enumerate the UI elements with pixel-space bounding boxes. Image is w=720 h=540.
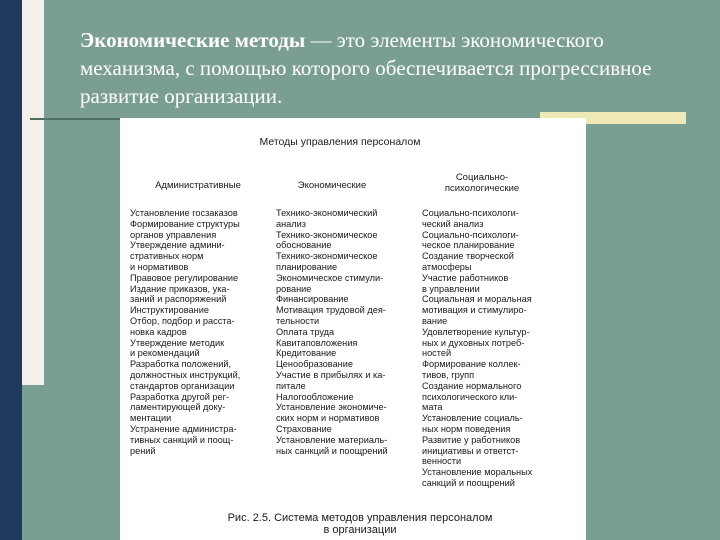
method-item: Установление экономиче- <box>276 402 387 413</box>
method-item: обоснование <box>276 240 332 251</box>
method-item: ных норм поведения <box>422 423 511 434</box>
method-item: Ценообразование <box>276 359 353 370</box>
method-item: инициативы и ответст- <box>422 445 519 456</box>
method-item: новка кадров <box>130 326 187 337</box>
method-item: ских норм и нормативов <box>276 413 380 424</box>
method-item: тивов, групп <box>422 369 475 380</box>
left-decor-bar <box>0 0 22 540</box>
method-item: Создание нормального <box>422 380 522 391</box>
column-list-social <box>422 208 582 489</box>
method-item: Установление госзаказов <box>130 208 238 218</box>
method-item: Формирование структуры <box>130 218 240 229</box>
method-item: Социально-психологи- <box>422 208 519 218</box>
method-item: Технико-экономическое <box>276 251 378 262</box>
method-item: планирование <box>276 261 338 272</box>
method-item: ных санкций и поощрений <box>276 445 388 456</box>
column-header-social-line-1: Социально- <box>455 172 509 183</box>
method-item: стративных норм <box>130 251 204 262</box>
slide-title-rest: — это элементы экономического механизма, с помощью которого обеспечивается прогрессивное развитие организации. <box>80 28 652 108</box>
method-item: Отбор, подбор и расста- <box>130 315 235 326</box>
method-item: тивных санкций и поощ- <box>130 434 234 445</box>
method-item: Разработка другой рег- <box>130 391 230 402</box>
method-item: стандартов организации <box>130 380 235 391</box>
method-item: Социальная и моральная <box>422 294 532 305</box>
method-item: заний и распоряжений <box>130 294 227 305</box>
method-item: Экономическое стимули- <box>276 272 384 283</box>
method-item: должностных инструкций, <box>130 369 241 380</box>
method-item: ческое планирование <box>422 240 515 251</box>
figure-caption-line-1: Рис. 2.5. Система методов управления персоналом <box>227 512 493 524</box>
method-item: Правовое регулирование <box>130 272 239 283</box>
methods-figure <box>120 118 586 540</box>
method-item: рений <box>130 445 156 456</box>
method-item: Установление моральных <box>422 467 533 478</box>
column-header-social-line-2: психологические <box>444 183 520 194</box>
figure-heading: Методы управления персоналом <box>259 136 421 148</box>
method-item: органов управления <box>130 229 217 240</box>
method-item: психологического кли- <box>422 391 518 402</box>
method-item: ностей <box>422 348 452 359</box>
method-item: Технико-экономическое <box>276 229 378 240</box>
method-item: Установление материаль- <box>276 434 388 445</box>
method-item: вание <box>422 315 448 326</box>
column-header-administrative: Административные <box>155 180 241 191</box>
method-item: ческий анализ <box>422 218 484 229</box>
figure-caption <box>170 512 550 536</box>
method-item: ментации <box>130 413 172 424</box>
method-item: тельности <box>276 315 320 326</box>
column-header-economic: Экономические <box>297 180 367 191</box>
method-item: атмосферы <box>422 261 472 272</box>
method-item: Установление социаль- <box>422 413 523 424</box>
method-item: Кредитование <box>276 348 337 359</box>
method-item: в управлении <box>422 283 480 294</box>
method-item: ламентирующей доку- <box>130 402 226 413</box>
method-item: мата <box>422 402 443 413</box>
method-item: Участие работников <box>422 272 509 283</box>
method-item: венности <box>422 456 462 467</box>
method-item: Утверждение методик <box>130 337 225 348</box>
method-item: Технико-экономический <box>276 208 378 218</box>
slide-title <box>80 26 700 110</box>
method-item: Кавитаповложения <box>276 337 358 348</box>
method-item: Участие в прибылях и ка- <box>276 369 386 380</box>
method-item: Формирование коллек- <box>422 359 521 370</box>
method-item: рование <box>276 283 312 294</box>
left-decor-stripe-edge <box>44 0 48 385</box>
method-item: Утверждение админи- <box>130 240 225 251</box>
method-item: Развитие у работников <box>422 434 521 445</box>
method-item: Налогообложение <box>276 391 354 402</box>
method-item: Устранение администра- <box>130 423 237 434</box>
column-list-economic <box>276 208 416 456</box>
method-item: и нормативов <box>130 261 189 272</box>
slide-title-bold: Экономические методы <box>80 28 306 52</box>
method-item: Мотивация трудовой дея- <box>276 305 386 316</box>
method-item: и рекомендаций <box>130 348 200 359</box>
method-item: Издание приказов, ука- <box>130 283 230 294</box>
method-item: Финансирование <box>276 294 349 305</box>
method-item: санкций и поощрений <box>422 477 515 488</box>
method-item: Страхование <box>276 423 332 434</box>
method-item: Удовлетворение культур- <box>422 326 530 337</box>
method-item: Разработка положений, <box>130 359 232 370</box>
method-item: Инструктирование <box>130 305 209 316</box>
method-item: ных и духовных потреб- <box>422 337 525 348</box>
method-item: анализ <box>276 218 306 229</box>
method-item: питале <box>276 380 306 391</box>
column-list-administrative <box>130 208 268 456</box>
method-item: мотивация и стимулиро- <box>422 305 527 316</box>
column-header-social <box>412 172 552 194</box>
method-item: Создание творческой <box>422 251 514 262</box>
figure-caption-line-2: в организации <box>323 524 397 536</box>
method-item: Социально-психологи- <box>422 229 519 240</box>
method-item: Оплата труда <box>276 326 335 337</box>
